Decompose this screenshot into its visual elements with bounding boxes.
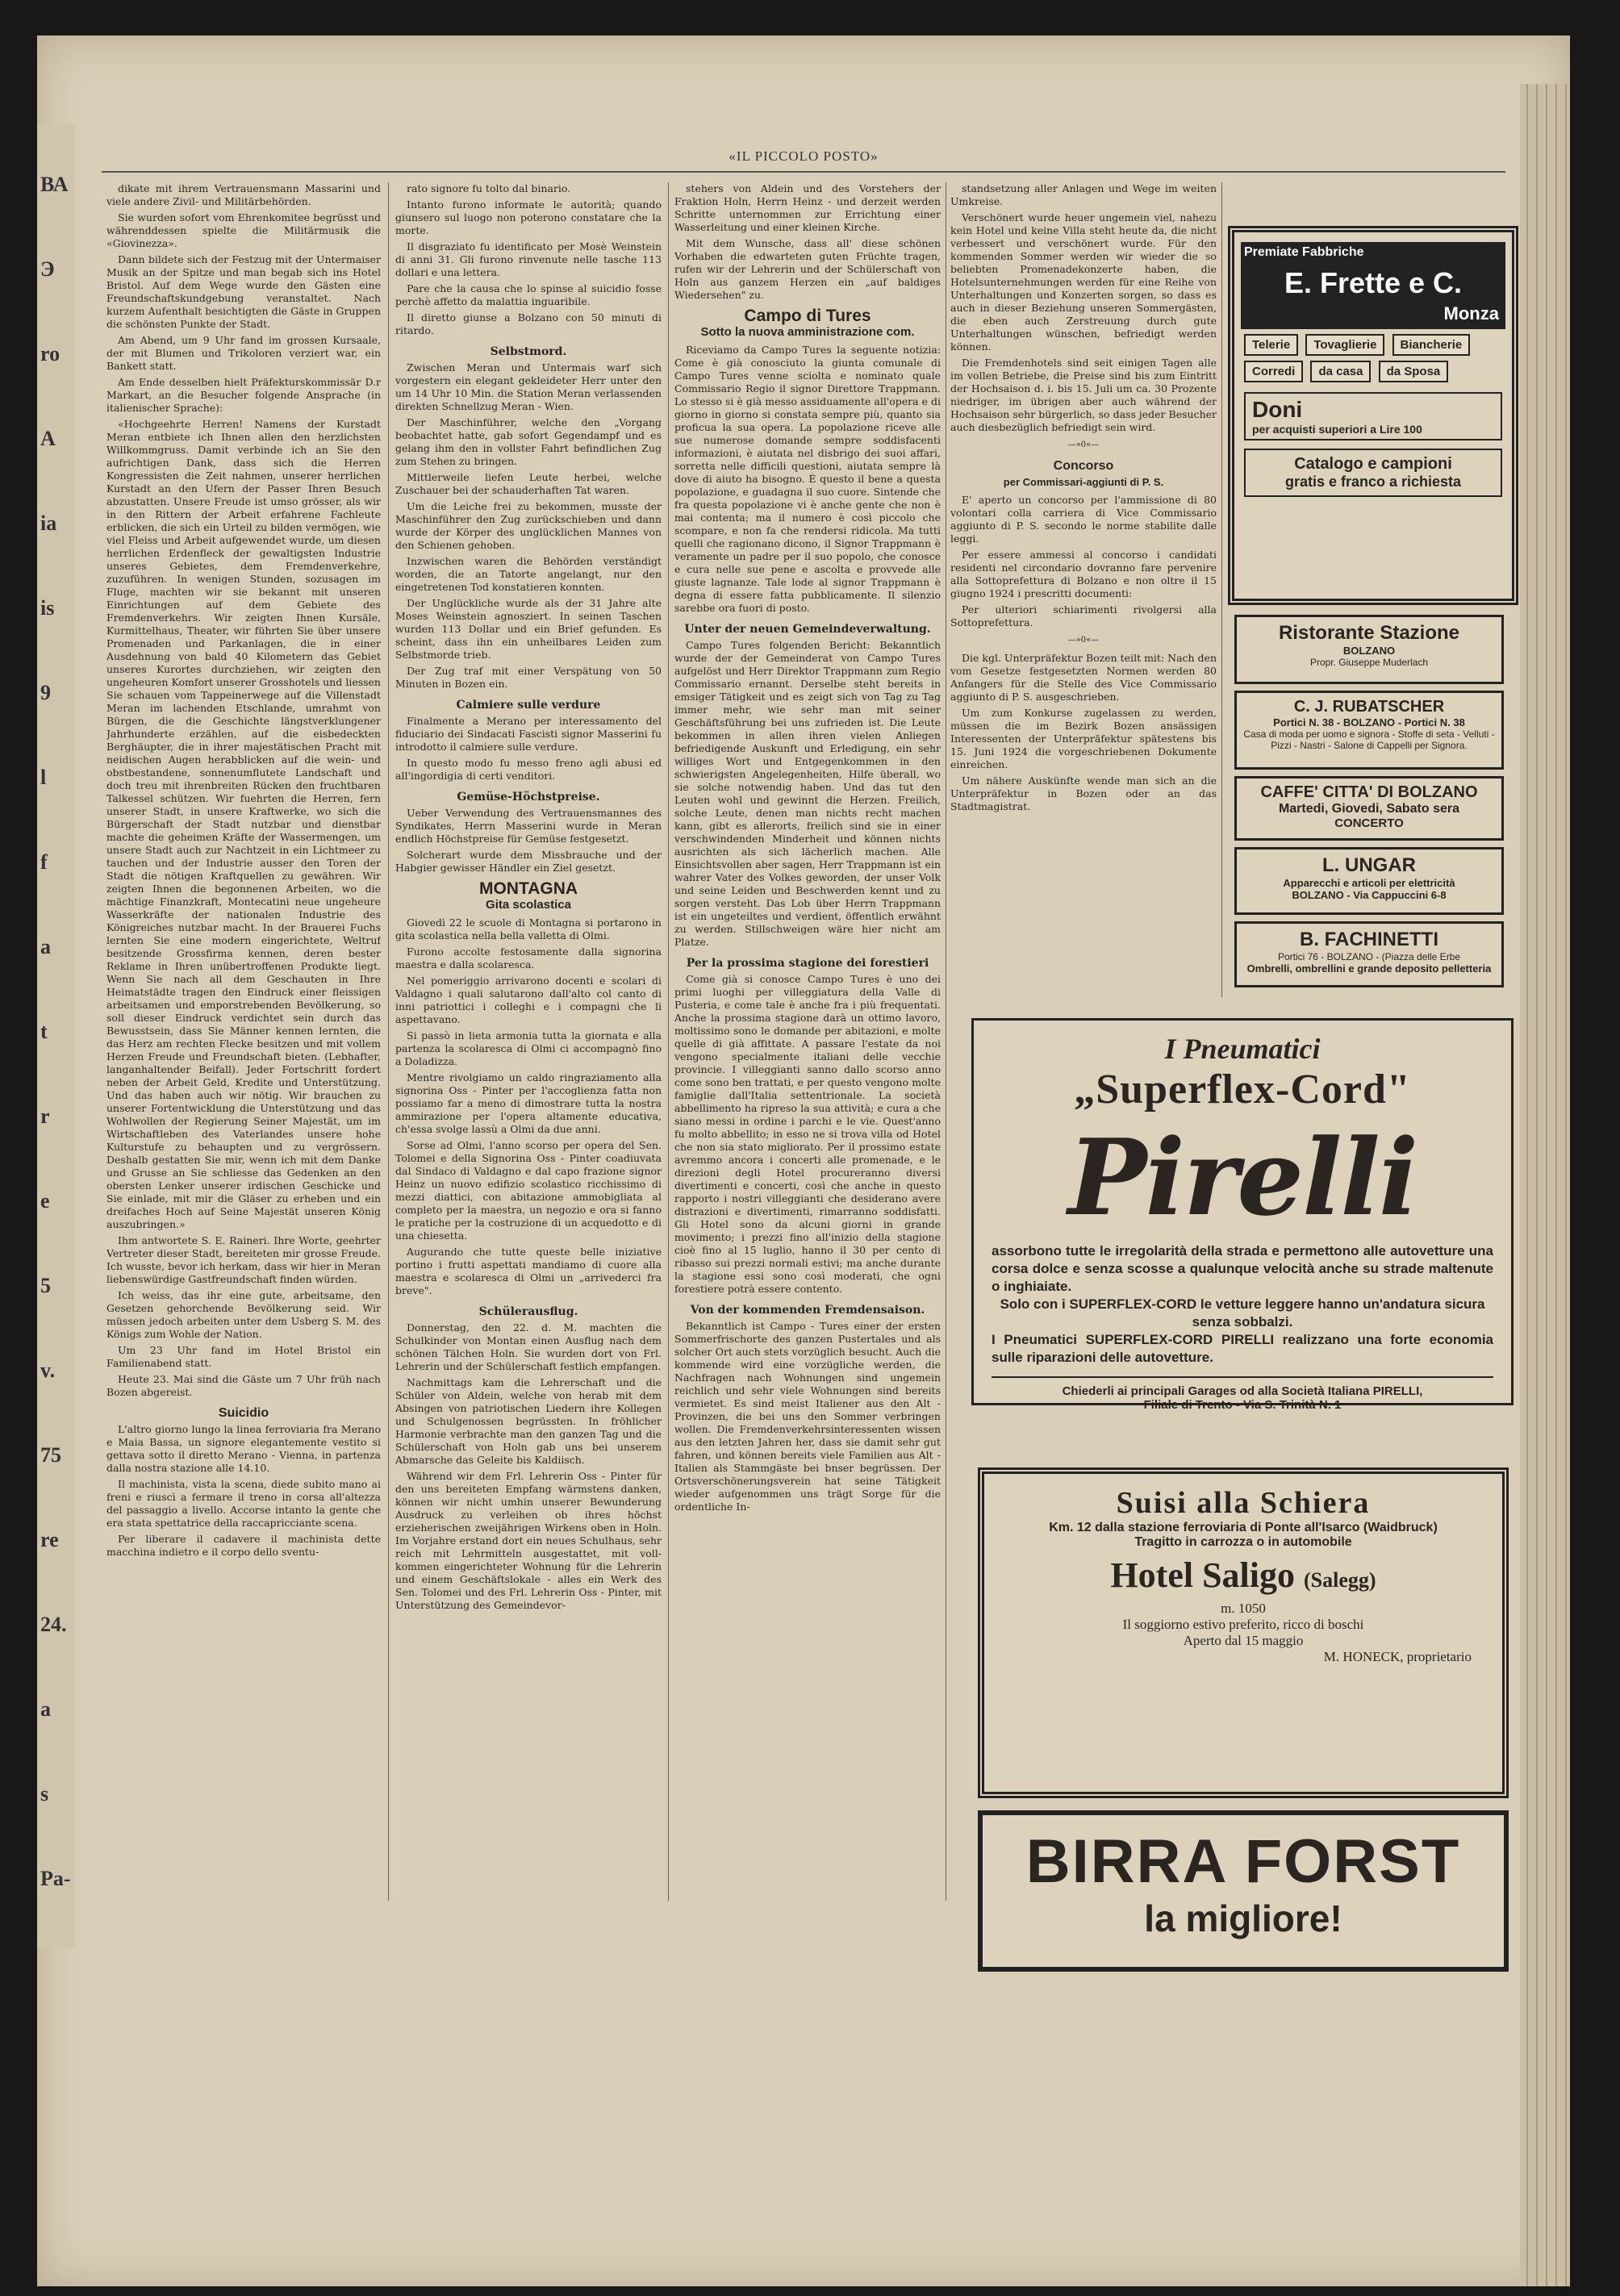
column-1: [106, 182, 381, 1901]
paragraph: Bekanntlich ist Campo - Tures einer der ersten Sommerfrischorte des ganzen Pustertales und als solcher Ort auch stets vorzüglich besucht. Auch die kommende wird eine vorzügliche werden, die Nachfragen nach Wohnungen sind ungemein reichlich und sehr viele Wohnungen sind bereits vermietet. Es sind meist Italiener aus den Alt - Provinzen, die bei uns den Sommer verbringen wollen. Die Fremdenverkehrsinteressenten wissen aus den letzten Jahren her, dass sie damit sehr gut fahren, und können bereits viele Familien aus Alt - Italien als Stammgäste bei bnser begrüssen. Der Ortsverschönerungsverein hat seine Tätigkeit wieder aufgenommen uns trägt Sorge für die ordentliche In-: [674, 1320, 941, 1513]
ad-pirelli-text2: Solo con i SUPERFLEX-CORD le vetture leggere hanno un'andatura sicura senza sobbalzi.: [1000, 1296, 1485, 1330]
ad-line: Portici N. 38 - BOLZANO - Portici N. 38: [1273, 716, 1465, 728]
ad-ungar: [1234, 847, 1504, 915]
paragraph: Campo Tures folgenden Bericht: Bekanntlich wurde der der Gemeinderat von Campo Tures aufgelöst und Herr Direktor Trappmann zum Regio Commissario ernannt. Derselbe steht bereits in emsiger Tätigkeit und es zeigt sich von Tag zu Tag immer mehr, wie sehr man mit seiner Geschäftsführung bei uns zufrieden ist. Die Leute bekommen in allen ihren vielen Anliegen befriedigende Auskunft und Erledigung, ein sehr williges Wort und Entgegenkommen in den schwierigsten Angelegenheiten, Hilfe überall, wo sie solche notwendig haben. Und das tut den Leuten wohl und gewinnt die Herzen. Freilich, solche Leute, denen man nichts recht machen kann, gibt es allerorts, freilich sind sie in einer verschwindenden Minderheit und können nichts ausrichten als sich lächerlich machen. Alle Einsichtsvollen aber sagen, Herr Trappmann ist ein wahrer Vater des Volkes geworden, der unser Volk und seine Leiden und Beschwerden kennt und zu sorgen versteht. Das Lob über Herrn Trappmann ist ein ungeteiltes und verdient, öffentlich erwähnt zu werden. Stillschweigen wäre hier nicht am Platze.: [674, 639, 941, 948]
edge-fragment: s: [40, 1782, 49, 1805]
ad-line: Propr. Giuseppe Muderlach: [1309, 657, 1429, 668]
paragraph: Am Abend, um 9 Uhr fand im grossen Kursaale, der mit Blumen und Trikoloren verziert war, ein Bankett statt.: [106, 334, 381, 372]
ad-tag: Biancherie: [1392, 334, 1471, 356]
ad-suisi-hotel-name: Hotel Saligo: [1110, 1555, 1295, 1595]
paragraph: Der Maschinführer, welche den „Vorgang beobachtet hatte, gab sofort Gegendampf und es gelang ihm den in vollster Fahrt befindlichen Zug zum Stehen zu bringen.: [395, 416, 662, 467]
ad-frette-cat2: gratis e franco a richiesta: [1284, 474, 1462, 490]
headline-gemuese: Gemüse-Höchstpreise.: [457, 791, 600, 804]
header-rule: [102, 171, 1505, 173]
paragraph: Il disgraziato fu identificato per Mosè Weinstein di anni 31. Gli furono rinvenute nelle tasche 113 dollari e una lettera.: [395, 240, 662, 278]
ad-caffe: [1234, 776, 1504, 841]
edge-fragment: f: [40, 850, 48, 874]
paragraph: Per liberare il cadavere il machinista dette macchina indietro e il corpo dello sventu-: [106, 1533, 381, 1558]
ad-line: Casa di moda per uomo e signora - Stoffe di seta - Velluti - Pizzi - Nastri - Salone di Cappelli per Signora.: [1243, 728, 1495, 751]
paragraph: In questo modo fu messo freno agli abusi ed all'ingordigia di certi venditori.: [395, 757, 662, 782]
headline-schueler: Schülerausflug.: [478, 1305, 578, 1318]
separator: —»0«—: [1067, 636, 1100, 645]
ad-suisi-t1: Km. 12 dalla stazione ferroviaria di Ponte all'Isarco (Waidbruck): [1049, 1521, 1438, 1534]
ad-pirelli-text1: assorbono tutte le irregolarità della strada e permettono alle autovetture una corsa dolce e senza scosse a qualunque velocità anche su strade maltenute o inghiaiate.: [992, 1243, 1493, 1294]
ad-name: CAFFE' CITTA' DI BOLZANO: [1260, 783, 1478, 801]
headline-unter: Unter der neuen Gemeindeverwaltung.: [684, 623, 931, 636]
edge-fragment: 5: [40, 1274, 51, 1297]
paragraph: Sie wurden sofort vom Ehrenkomitee begrüsst und währenddessen spielte die Militärmusik die «Giovinezza».: [106, 211, 381, 249]
edge-fragment: ВА: [40, 173, 69, 196]
column-rule: [668, 182, 669, 1901]
paragraph: Ihm antwortete S. E. Raineri. Ihre Worte, geehrter Vertreter dieser Stadt, bereiteten mir grosse Freude. Ich wusste, bevor ich herkam, dass wir hier in Meran liebenswürdige Gastfreundschaft finden würden.: [106, 1234, 381, 1285]
edge-fragment: t: [40, 1020, 48, 1043]
paragraph: Il machinista, vista la scena, diede subito mano ai freni e riuscì a fermare il treno in corsa all'altezza del passaggio a livello. Accorse intanto la gente che era stata spettatrice della raccapricciante scena.: [106, 1478, 381, 1529]
paragraph: Nachmittags kam die Lehrerschaft und die Schüler von Aldein, welche von herab mit dem Absingen von patriotischen Liedern ihre Kollegen und Schulgenossen begrüssten. In fröhlicher Harmonie verbrachte man den ganzen Tag und die Schülerschaft von Holn gab uns bei unserem Abmarsche das Geleite bis Kaldiisch.: [395, 1376, 662, 1466]
ad-frette-city: Monza: [1241, 303, 1505, 329]
edge-fragment: a: [40, 1697, 51, 1721]
paragraph: Intanto furono informate le autorità; quando giunsero sul luogo non poterono constatare che la morte.: [395, 198, 662, 236]
edge-fragment: A: [40, 427, 56, 450]
article-text: [950, 494, 1217, 629]
paragraph: Die kgl. Unterpräfektur Bozen teilt mit: Nach den vom Gesetze festgesetzten Normen werden 80 Anfangers für die Stelle des Vice Commissario aggiunto di P. S. ausgeschrieben.: [950, 652, 1217, 703]
ad-frette-tags: [1244, 329, 1502, 382]
paragraph: Si passò in lieta armonia tutta la giornata e alla partenza la scolaresca di Olmi ci accompagnò fino a Doladizza.: [395, 1029, 662, 1067]
article-text: [674, 344, 941, 615]
article-text: [395, 715, 662, 783]
ad-frette-name: E. Frette e C.: [1241, 263, 1505, 303]
ad-line: Portici 76 - BOLZANO - (Piazza delle Erbe: [1277, 951, 1461, 962]
article-text: [395, 182, 662, 337]
page-stack-edges: [1520, 84, 1570, 2286]
headline-suicidio: Suicidio: [218, 1406, 269, 1420]
ad-fachinetti: [1234, 921, 1504, 987]
ad-rubatscher: [1234, 691, 1504, 770]
edge-fragment: is: [40, 596, 55, 620]
ad-name: L. UNGAR: [1322, 854, 1416, 876]
paragraph: Per ulteriori schiarimenti rivolgersi alla Sottoprefettura.: [950, 603, 1217, 628]
ad-name: C. J. RUBATSCHER: [1293, 698, 1445, 716]
edge-fragment: Э: [40, 257, 55, 281]
paragraph: Dann bildete sich der Festzug mit der Untermaiser Musik an der Spitze und man begab sich ins Hotel Bristol. Auf dem Wege wurde den Gästen eine Freundschaftskundgebung veranstaltet. Nach kurzem Aufenthalt besichtigten die Gäste in Gruppen die schönsten Punkte der Stadt.: [106, 253, 381, 330]
headline-selbstmord: Selbstmord.: [490, 345, 567, 358]
ad-tag: Tovaglierie: [1305, 334, 1384, 356]
ad-line: CONCERTO: [1334, 816, 1404, 830]
ad-suisi-t2: Tragitto in carrozza o in automobile: [1134, 1535, 1352, 1549]
paragraph: Um zum Konkurse zugelassen zu werden, müssen die im Bezirk Bozen ansässigen Interessenten der Unterpräfektur spätestens bis 15. Juni 1924 die vorgeschriebenen Dokumente einreichen.: [950, 707, 1217, 770]
ad-pirelli-text: [992, 1242, 1493, 1367]
separator: —»0«—: [1067, 440, 1100, 449]
ad-line: Ombrelli, ombrellini e grande deposito pelletteria: [1246, 962, 1492, 975]
edge-fragment: 9: [40, 681, 51, 704]
paragraph: Ich weiss, das ihr eine gute, arbeitsame, den Gesetzen gehorchende Bevölkerung seid. Wir müssen jedoch arbeiten unter dem Usberg S. M. des Königs zum Wohle der Nation.: [106, 1289, 381, 1340]
paragraph: Sorse ad Olmi, l'anno scorso per opera del Sen. Tolomei e della Signorina Oss - Pinter coadiuvata dal Sindaco di Valdagno e dal capo frazione signor Heinz un nuovo edifizio scolastico ricchissimo di mezzi diattici, con abitazione ammobigliata al completo per la maestra, un negozio e ora si fanno le pratiche per la costruzione di un acquedotto e di una chiesetta.: [395, 1139, 662, 1242]
edge-fragment: re: [40, 1528, 59, 1551]
column-rule: [388, 182, 389, 1901]
ad-frette-doni-title: Doni: [1252, 397, 1303, 422]
ad-suisi-alt: m. 1050: [1221, 1601, 1266, 1616]
paragraph: Il diretto giunse a Bolzano con 50 minuti di ritardo.: [395, 311, 662, 336]
headline-von: Von der kommenden Fremdensaison.: [690, 1304, 925, 1317]
headline-montagna: MONTAGNA: [478, 879, 578, 898]
ad-birra-forst: [978, 1810, 1509, 1972]
article-text: [395, 916, 662, 1297]
ad-frette: [1228, 226, 1518, 605]
paragraph: Per essere ammessi al concorso i candidati residenti nel circondario dovranno fare pervenire alla Sottoprefettura di Bolzano e non oltre il 15 giugno 1924 i prescritti documenti:: [950, 549, 1217, 599]
paragraph: Am Ende desselben hielt Präfekturskommissär D.r Markart, an die Besucher folgende Ansprache (in italienischer Sprache):: [106, 376, 381, 414]
edge-fragment: e: [40, 1189, 50, 1213]
column-4: [950, 182, 1217, 997]
ad-line: Martedi, Giovedi, Sabato sera: [1278, 802, 1460, 816]
article-text: [950, 182, 1217, 434]
ad-line: BOLZANO - Via Cappuccini 6-8: [1292, 889, 1447, 901]
article-text: [950, 652, 1217, 813]
ad-line: BOLZANO: [1342, 645, 1396, 657]
paragraph: Finalmente a Merano per interessamento del fiduciario dei Sindacati Fascisti signor Masserini fu introdotto il calmiere sulle verdure.: [395, 715, 662, 753]
paragraph: Inzwischen waren die Behörden verständigt worden, die an Tatorte angelangt, nur den eingetretenen Tod konstatieren konnten.: [395, 555, 662, 593]
paragraph: E' aperto un concorso per l'ammissione di 80 volontari colla carriera di Vice Commissario aggiunto di P. S. secondo le norme stabilite dalle leggi.: [950, 494, 1217, 545]
ad-suisi-hotel: [999, 1555, 1488, 1596]
article-text: [106, 1423, 381, 1559]
paragraph: Verschönert wurde heuer ungemein viel, nahezu kein Hotel und keine Villa steht heute da, die nicht verbessert und verschönert wurde. Für den kommenden Sommer werden wir wieder die so beliebten Promenadekonzerte haben, die Hotelsunternehmungen werden für eine Reihe von Unterhaltungen und Konzerten sorgen, so dass es auch in dieser Beziehung unseren Sommergästen, die eben auch Zerstreuung durch gute Unterhaltungen wünschen, befriedigt werden können.: [950, 211, 1217, 353]
ad-suisi: [978, 1467, 1509, 1798]
paragraph: Mit dem Wunsche, dass all' diese schönen Vorhaben die edwarteten guten Früchte tragen, rufen wir der Lehrerin und der Schülerschaft von Holn aus ganzem Herzen ein „auf baldiges Wiedersehen" zu.: [674, 237, 941, 301]
pirelli-logo: Pirelli: [1067, 1116, 1418, 1239]
edge-fragment: ia: [40, 511, 57, 535]
paragraph: Um nähere Auskünfte wende man sich an die Unterpräfektur in Bozen oder an das Stadtmagistrat.: [950, 774, 1217, 812]
ad-suisi-t4: Aperto dal 15 maggio: [1183, 1633, 1304, 1648]
ad-birra-l2: la migliore!: [1144, 1897, 1342, 1939]
page-header: «IL PICCOLO POSTO»: [729, 148, 879, 164]
ad-name: Ristorante Stazione: [1278, 622, 1460, 644]
article-text: [674, 182, 941, 302]
ad-birra-l1: BIRRA FORST: [1025, 1827, 1461, 1896]
ad-frette-catalog: [1244, 449, 1502, 497]
headline-calmiere: Calmiere sulle verdure: [456, 699, 601, 712]
paragraph: standsetzung aller Anlagen und Wege im weiten Umkreise.: [950, 182, 1217, 207]
paragraph: Donnerstag, den 22. d. M. machten die Schulkinder von Montan einen Ausflug nach dem schönen Tälchen Holn. Sie wurden dort von Frl. Lehrerin und der Schülerschaft festlich empfangen.: [395, 1321, 662, 1372]
article-text: [674, 639, 941, 949]
paragraph: Heute 23. Mai sind die Gäste um 7 Uhr früh nach Bozen abgereist.: [106, 1373, 381, 1398]
edge-fragment: l: [40, 766, 47, 789]
ad-pirelli-l2: „Superflex-Cord": [1074, 1067, 1411, 1113]
edge-fragment: r: [40, 1104, 50, 1128]
ad-suisi-hotel-alt-name: (Salegg): [1304, 1568, 1376, 1592]
article-text: [674, 973, 941, 1296]
ad-pirelli-foot2: Filiale di Trento - Via S. Trinità N. 1: [1143, 1398, 1342, 1412]
ad-frette-cat1: Catalogo e campioni: [1294, 455, 1452, 473]
edge-fragment: a: [40, 935, 51, 958]
headline-concorso: Concorso: [1053, 459, 1114, 473]
paragraph: Furono accolte festosamente dalla signorina maestra e dalla scolaresca.: [395, 946, 662, 971]
paragraph: Die Fremdenhotels sind seit einigen Tagen alle im vollen Betriebe, die Preise sind bis zum Eintritt der Hochsaison d. i. bis 15. Juli um ca. 30 Prozente niedriger, im übrigen aber auch während der Hochsaison sehr bürgerlich, so dass jeder Besucher auch diesbezüglich befriedigt sein wird.: [950, 357, 1217, 433]
newspaper-page: [37, 35, 1570, 2286]
ad-tag: da Sposa: [1379, 361, 1449, 382]
ad-suisi-owner: M. HONECK, proprietario: [1323, 1649, 1472, 1664]
ad-pirelli-footer: [992, 1376, 1493, 1412]
paragraph: L'altro giorno lungo la linea ferroviaria fra Merano e Maia Bassa, un signore elegantemente vestito si gettava sotto il diretto Merano - Vienna, in partenza dalla nostra stazione alle 14.10.: [106, 1423, 381, 1474]
paragraph: «Hochgeehrte Herren! Namens der Kurstadt Meran entbiete ich Ihnen allen den herzlichsten Willkommgruss. Damit verbinde ich an Sie den aufrichtigen Dank, dass sich die Herren Kongressisten die Zeit nahmen, unserer herrlichen Kurstadt an den Ufern der Passer Ihren Besuch abzustatten. Unsere Freude ist umso grösser, als wir in den Rittern der Arbeit erfahrene Fachleute erblicken, die sich ein Urteil zu bilden vermögen, wie viel Fleiss und Arbeit aufgewendet wurde, um diesen herrlichen Erdenfleck der gewaltigsten Industrie unseres Gebietes, dem Fremdenverkehre, zuzuführen. In wenigen Stunden, sozusagen im Fluge, machten wir sie bekannt mit unseren Einrichtungen auf dem Gebiete des Fremdenverkehrs. Wir zeigten Ihnen Kursäle, Kurmittelhaus, Theater, wir führten Sie über unsere Promenaden und Parkanlagen, die in einer Ausdehnung von bald 40 Kilometern das Gebiet unseres Kurortes durchziehen, wir zeigten den ungeheuren Komfort unserer Grosshotels und liessen Sie schauen vom Tappeinerwege auf die Villenstadt Meran im lachenden Etschlande, umrahmt von Bürgen, die die Geschichte längstverklungener Jahrhunderte erzählen, auf die eisbedeckten Berghäupter, die in ihrer majestätischen Pracht mit neidischen Augen herabblicken auf die wein- und obstbestandene, sonnenumflutete Landschaft und doch treu mit ihrenbreiten Rücken den fruchtbaren Talkessel schützen. Wir fuehrten die Herren, fern unserer Stadt, in unsere Kraftwerke, wo sich die Bürgerschaft der Stadt nutzbar und dienstbar machte die geheimen Kräfte der Wassermengen, um unsere Stadt auch zur Nachtzeit in ein Lichtmeer zu tauchen und der Industrie ausser den Toren der Stadt die nötigen Kraftquellen zu gewähren. Wir zeigten Ihnen die begonnenen Arbeiten, wo die mächtige Finanzkraft, Montecatini neue ungeheure Wasserkräfte der nationalen Industrie des Königreiches nutzbar macht. In der Brauerei Fuchs lernten Sie eine modern eingerichtete, Weltruf besitzende Grossfirma kennen, deren bester Reklame in Ihren unübertroffenen Produkte liegt. Wenn Sie nach all dem Geschauten in Ihre Heimatstädte tragen den Eindruck einer fleissigen arbeitsamen und emporstrebenden Bevölkerung, so soll dieser Eindruck verdichtet sein durch das Bewusstsein, dass Sie Männer kennen lernten, die das Herz am rechten Flecke besitzen und mit vollem Herzen Freude und Freundschaft bieten. (Lebhafter, langanhaltender Beifall). Jeder Fortschritt fordert neben der Arbeit Geld, Kredite und Unterstützung. Und das haben auch wir nötig. Wir brauchen zu unserer Fortentwicklung die Unterstützung und das Wohlwollen der Regierung Seiner Majestät, um im Wirtschaftleben des Vaterlandes unsere hohe Kulturstufe zu behaupten und zu vergrössern. Deshalb gestatten Sie mir, wenn ich mit dem Danke und Grusse an Sie schliesse das Gedenken an den obersten Lenker unserer irdischen Geschicke und Sie einlade, mit mir die Gläser zu erheben und ein dreifaches Hoch auf Seine Majestät unseren König auszubringen.»: [106, 418, 381, 1230]
paragraph: Giovedì 22 le scuole di Montagna si portarono in gita scolastica nella bella valletta di Olmi.: [395, 916, 662, 941]
ad-tag: da casa: [1310, 361, 1371, 382]
paragraph: Zwischen Meran und Untermais warf sich vorgestern ein elegant gekleideter Herr unter den um 14 Uhr 10 Min. die Station Meran verlassenden direkten Schnellzug Meran - Wien.: [395, 361, 662, 412]
paragraph: Augurando che tutte queste belle iniziative portino i frutti aspettati mandiamo di cuore alla maestra e scolaresca di Olmi un „arrivederci fra breve".: [395, 1246, 662, 1296]
article-text: [395, 1321, 662, 1612]
ad-pirelli-foot1: Chiederli ai principali Garages od alla Società Italiana PIRELLI,: [1062, 1384, 1423, 1398]
column-rule: [1221, 182, 1222, 997]
ad-pirelli: [971, 1018, 1514, 1412]
ad-line: Apparecchi e articoli per elettricità: [1283, 877, 1455, 889]
paragraph: Der Unglückliche wurde als der 31 Jahre alte Moses Weinstein agnosziert. In seinen Taschen wurden 113 Dollar und ein Brief gefunden. Es scheint, dass ihn ein unheilbares Leiden zum Selbstmorde trieb.: [395, 597, 662, 661]
article-text: [395, 361, 662, 691]
ad-frette-doni-sub: per acquisti superiori a Lire 100: [1252, 423, 1422, 436]
subheadline-concorso: per Commissari-aggiunti di P. S.: [1003, 476, 1164, 488]
paragraph: Während wir dem Frl. Lehrerin Oss - Pinter für den uns bereiteten Empfang wärmstens danken, können wir nicht umhin unserer Bewunderung Ausdruck zu verleihen ob ihres höchst erzieherischen zweijährigen Wirkens oben in Holn. Im Vorjahre erstand dort ein neues Schulhaus, sehr reich mit Lehrmitteln ausgestattet, mit voll-kommen eingerichteter Wohnung für die Lehrerin und einem Geschäftslokale - alles ein Werk des Sen. Tolomei und des Frl. Lehrerin Oss - Pinter, mit Unterstützung des Gemeindevor-: [395, 1470, 662, 1611]
ad-tag: Corredi: [1244, 361, 1303, 382]
ad-name: B. FACHINETTI: [1300, 929, 1438, 950]
ad-pirelli-text3: I Pneumatici SUPERFLEX-CORD PIRELLI realizzano una forte economia sulle riparazioni delle autovetture.: [992, 1332, 1493, 1365]
ad-frette-doni: [1244, 392, 1502, 440]
ad-suisi-t3: Il soggiorno estivo preferito, ricco di boschi: [1122, 1617, 1364, 1632]
paragraph: Nel pomeriggio arrivarono docenti e scolari di Valdagno i quali salutarono dall'alto col canto di inni patriottici i colleghi e i compagni che li aspettavano.: [395, 975, 662, 1025]
edge-fragment: 75: [40, 1443, 61, 1467]
ad-pirelli-l1: I Pneumatici: [1164, 1033, 1321, 1065]
ad-tag: Telerie: [1244, 334, 1298, 356]
paragraph: Mentre rivolgiamo un caldo ringraziamento alla signorina Oss - Pinter per l'accoglienza fatta non possiamo far a meno di dimostrare tutta la nostra ammirazione per l'opera altamente educativa, ch'essa svolge lassù a Olmi da due anni.: [395, 1071, 662, 1135]
paragraph: Ueber Verwendung des Vertrauensmannes des Syndikates, Herrn Masserini wurde in Meran endlich Höchstpreise für Gemüse festgesetzt.: [395, 807, 662, 845]
edge-fragment: 24.: [40, 1613, 67, 1636]
paragraph: Mittlerweile liefen Leute herbei, welche Zuschauer bei der schauderhaften Tat waren.: [395, 471, 662, 496]
adjacent-page-edge: [37, 124, 74, 1947]
paragraph: Pare che la causa che lo spinse al suicidio fosse perchè affetto da malattia inguaribile.: [395, 282, 662, 307]
ad-frette-top: Premiate Fabbriche: [1241, 242, 1505, 263]
edge-fragment: ro: [40, 342, 61, 365]
ad-suisi-title: Suisi alla Schiera: [1116, 1486, 1371, 1520]
paragraph: Riceviamo da Campo Tures la seguente notizia: Come è già conosciuto la giunta comunale di Campo Tures venne sciolta e nominato quale Commissario Regio il signor Direttore Trappmann. Lo stesso si è già messo assiduamente all'opera e di giorno in giorno si constata sempre più, quanto sia proficua la sua opera. La popolazione riceve alle sue numerose domande sempre soddisfacenti informazioni, è aiutata nel disbrigo dei suoi affari, sorretta nelle difficili questioni, aiutata sempre là dove di aiuto ha bisogno. È questo il bene a questa popolazione, e guadagna il suo cuore. Sintende che fra questa popolazione vi è anche gente che non è mai contenta; ma il numero è così piccolo che scompare, e non fa che rendersi ridicola. Ma tutti quelli che ragionano dicono, il Signor Trappmann è veramente un padre per il suo popolo, che conosce e cura nelle sue pene e ascolta e provvede alle giuste lagnanze. Tale lode al signor Trappmann è degna di essere fatta pubblicamente. Il silenzio sarebbe ora fuori di posto.: [674, 344, 941, 614]
column-2: [395, 182, 662, 1901]
edge-fragment: v.: [40, 1359, 56, 1382]
paragraph: Come già si conosce Campo Tures è uno dei primi luoghi per villeggiatura della Valle di Pusteria, e come tale è anche fra i più frequentati. Anche la prossima stagione darà un ottimo lavoro, moltissimo sono le domande per abitazioni, e molte quelle di già affittate. A passare l'estate da noi vengono specialmente italiani delle vecchie provincie. I villeggianti sanno dallo scorso anno come sono ben trattati, e per questo vengono molte famiglie dall'Italia settentrionale. La società abbellimento ha ripreso la sua attività; e cura a che siano messi in ordine i parchi e le vie. Quest'anno fu molto abbellito; in esso ne si trova villa od Hotel che non sia stato migliorato. Per il prossimo estate avremmo ancora i concerti alle promenade, e le direzioni degli Hotel procureranno diversi divertimenti e concerti, così che anche in questo rapporto i nostri villeggianti che desiderano avere distrazioni e divertimenti, rimarranno soddisfatti. Gli Hotel sono da alcuni giorni in grande movimento; i prezzi fino all'inizio della stagione cioè fino al 15 luglio, hanno il 30 per cento di ribasso sui prezzi normali estivi; ma anche durante la stagione essi sono così moderati, che ogni forestiere potrà essere contento.: [674, 973, 941, 1295]
paragraph: Der Zug traf mit einer Verspätung von 50 Minuten in Bozen ein.: [395, 665, 662, 690]
article-text: [395, 807, 662, 875]
paragraph: dikate mit ihrem Vertrauensmann Massarini und viele andere Zivil- und Militärbehörden.: [106, 182, 381, 207]
paragraph: Solcherart wurde dem Missbrauche und der Habgier gewisser Händler ein Ziel gesetzt.: [395, 849, 662, 874]
headline-campo: Campo di Tures: [744, 307, 871, 325]
paragraph: stehers von Aldein und des Vorstehers der Fraktion Holn, Herrn Heinz - und derzeit werden Schritte unternommen zur Errichtung einer Wasserleitung und einer kleinen Kirche.: [674, 182, 941, 233]
subheadline-campo: Sotto la nuova amministrazione com.: [700, 325, 915, 339]
ad-ristorante: [1234, 615, 1504, 684]
paragraph: Um die Leiche frei zu bekommen, musste der Maschinführer den Zug zurückschieben und dann wurde der Körper des unglücklichen Mannes von den Schienen gehoben.: [395, 500, 662, 551]
headline-prossima: Per la prossima stagione dei forestieri: [686, 957, 929, 970]
paragraph: rato signore fu tolto dal binario.: [407, 182, 571, 194]
column-3: [674, 182, 941, 1901]
paragraph: Um 23 Uhr fand im Hotel Bristol ein Familienabend statt.: [106, 1344, 381, 1369]
subheadline-gita: Gita scolastica: [486, 898, 571, 912]
edge-fragment: Pa-: [40, 1867, 71, 1890]
article-text: [106, 182, 381, 1399]
article-text: [674, 1320, 941, 1513]
